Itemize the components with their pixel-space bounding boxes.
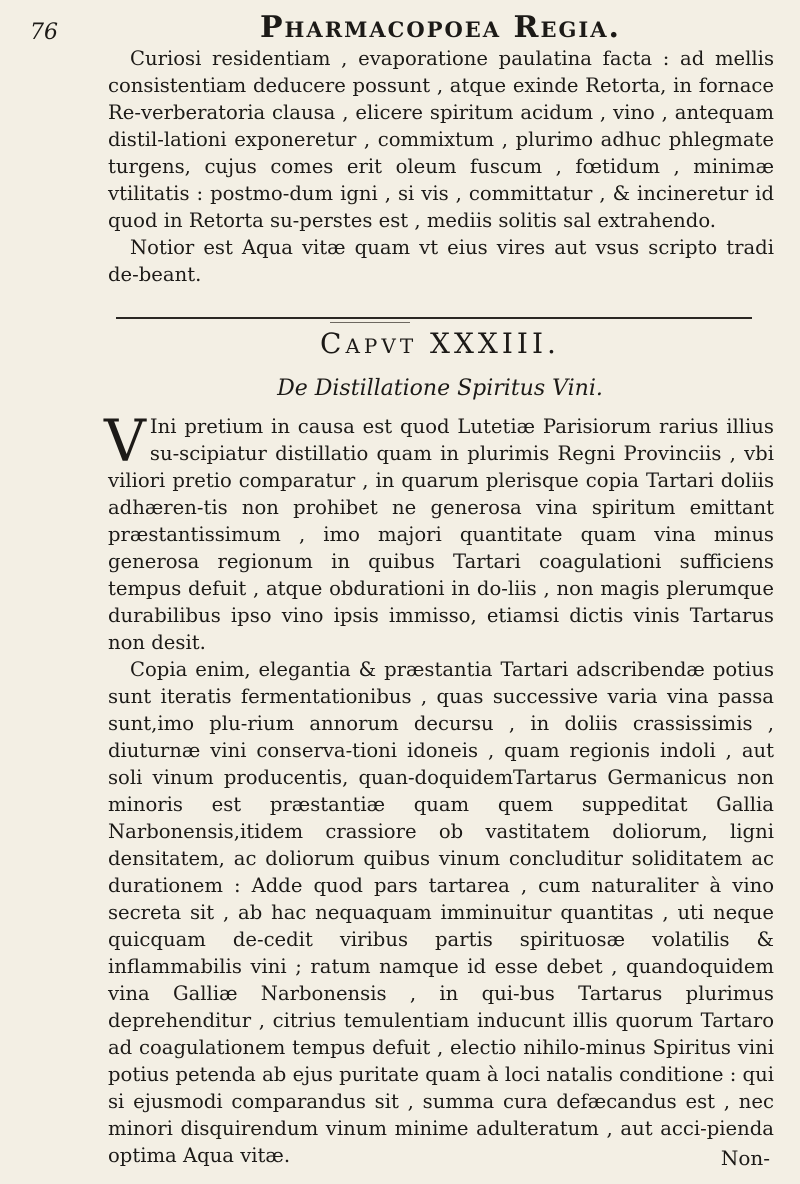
divider-rule <box>116 317 752 319</box>
page-header <box>0 6 800 50</box>
chapter-subtitle: De Distillatione Spiritus Vini. <box>277 376 603 401</box>
running-title: Pharmacopoea Regia. <box>260 10 621 45</box>
divider-rule-thin <box>330 322 410 323</box>
section-1-text <box>108 45 774 288</box>
paragraph: Copia enim, elegantia & præstantia Tartari adscribendæ potius sunt iteratis fermentationibus , quas successive varia vina passa sunt,imo plu-rium annorum decursu , in doliis crassissimis , diuturnæ vini conserva-tioni idoneis , quam regionis indoli , aut soli vinum producentis, quan-doquidemTartarus Germanicus non minoris est præstantiæ quam quem suppeditat Gallia Narbonensis,itidem crassiore ob vastitatem doliorum, ligni densitatem, ac doliorum quibus vinum concluditur soliditatem ac durationem : Adde quod pars tartarea , cum naturaliter à vino secreta sit , ab hac nequaquam imminuitur quantitas , uti neque quicquam de-cedit viribus partis spirituosæ volatilis & inflammabilis vini ; ratum namque id esse debet , quandoquidem vina Galliæ Narbonensis , in qui-bus Tartarus plurimus deprehenditur , citrius temulentiam inducunt illis quorum Tartaro ad coagulationem tempus defuit , electio nihilo-minus Spiritus vini potius petenda ab ejus puritate quam à loci natalis conditione : qui si ejusmodi comparandus sit , summa cura defæcandus est , nec minori disquirendum vinum minime adulteratum , aut acci-pienda optima Aqua vitæ. <box>108 658 774 1167</box>
paragraph-with-dropcap <box>104 407 774 656</box>
section-2-text <box>104 407 774 1169</box>
paragraph: Notior est Aqua vitæ quam vt eius vires aut vsus scripto tradi de-beant. <box>108 236 774 286</box>
paragraph-text: Ini pretium in causa est quod Lutetiæ Parisiorum rarius illius su-scipiatur distillatio quam in plurimis Regni Provinciis , vbi viliori pretio comparatur , in quarum plerisque copia Tartari doliis adhæren-tis non prohibet ne generosa vina spiritum emittant præstantissimum , imo majori quantitate quam vina minus generosa regionum in quibus Tartari coagulationi sufficiens tempus defuit , atque obdurationi in do-liis , non magis plerumque durabilibus ipso vino ipsis immisso, etiamsi dictis vinis Tartarus non desit. <box>108 415 774 654</box>
catchword: Non- <box>720 1146 770 1170</box>
page-number: 76 <box>30 20 58 45</box>
chapter-title: Capvt XXXIII. <box>320 327 560 360</box>
drop-cap-letter: V <box>104 407 146 475</box>
paragraph: Curiosi residentiam , evaporatione paulatina facta : ad mellis consistentiam deducere possunt , atque exinde Retorta, in fornace Re-verberatoria clausa , elicere spiritum acidum , vino , antequam distil-lationi exponeretur , commixtum , plurimo adhuc phlegmate turgens, cujus comes erit oleum fuscum , fœtidum , minimæ vtilitatis : postmo-dum igni , si vis , committatur , & incineretur id quod in Retorta su-perstes est , mediis solitis sal extrahendo. <box>108 47 774 232</box>
